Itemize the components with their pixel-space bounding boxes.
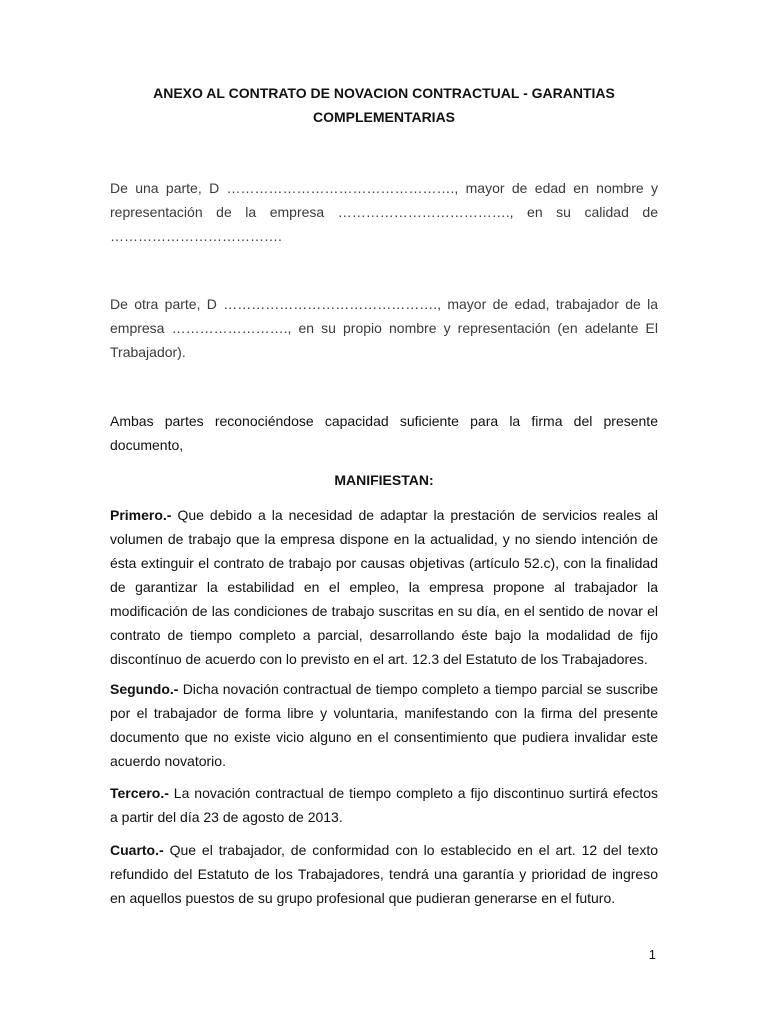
- title-line-2: COMPLEMENTARIAS: [312, 109, 456, 125]
- party-two-paragraph: De otra parte, D ………………………………………., mayor de edad, trabajador de la empresa ……………………., en su propio nombre y representación (en adelante El Trabajador).: [110, 296, 658, 360]
- party-one-paragraph: De una parte, D …………………………………………., mayor de edad en nombre y representación de la empresa ………………………………., en su calidad de ……………………………….: [110, 180, 658, 244]
- clause-label: Primero.-: [110, 507, 172, 523]
- clause-label: Segundo.-: [110, 681, 179, 697]
- clause-segundo: [110, 677, 658, 773]
- intro-paragraph: Ambas partes reconociéndose capacidad suficiente para la firma del presente documento,: [110, 413, 658, 453]
- clause-tercero: [110, 781, 658, 829]
- clause-cuarto: [110, 838, 658, 910]
- title-line-1: ANEXO AL CONTRATO DE NOVACION CONTRACTUAL - GARANTIAS: [153, 85, 615, 101]
- clause-text: Dicha novación contractual de tiempo completo a tiempo parcial se suscribe por el trabajador de forma libre y voluntaria, manifestando con la firma del presente documento que no existe vicio alguno en el consentimiento que pudiera invalidar este acuerdo novatorio.: [110, 681, 658, 769]
- clause-primero: [110, 503, 658, 671]
- document-title: [110, 81, 658, 129]
- clause-text: La novación contractual de tiempo completo a fijo discontinuo surtirá efectos a partir del día 23 de agosto de 2013.: [110, 785, 658, 825]
- page-number: 1: [648, 947, 656, 962]
- clause-label: Tercero.-: [110, 785, 169, 801]
- manifiestan-heading: MANIFIESTAN:: [334, 472, 434, 488]
- clause-text: Que debido a la necesidad de adaptar la prestación de servicios reales al volumen de trabajo que la empresa dispone en la actualidad, y no siendo intención de ésta extinguir el contrato de trabajo por causas objetivas (artículo 52.c), con la finalidad de garantizar la estabilidad en el empleo, la empresa propone al trabajador la modificación de las condiciones de trabajo suscritas en su día, en el sentido de novar el contrato de tiempo completo a parcial, desarrollando éste bajo la modalidad de fijo discontínuo de acuerdo con lo previsto en el art. 12.3 del Estatuto de los Trabajadores.: [110, 507, 658, 667]
- clause-text: Que el trabajador, de conformidad con lo establecido en el art. 12 del texto refundido del Estatuto de los Trabajadores, tendrá una garantía y prioridad de ingreso en aquellos puestos de su grupo profesional que pudieran generarse en el futuro.: [110, 842, 658, 906]
- clause-label: Cuarto.-: [110, 842, 164, 858]
